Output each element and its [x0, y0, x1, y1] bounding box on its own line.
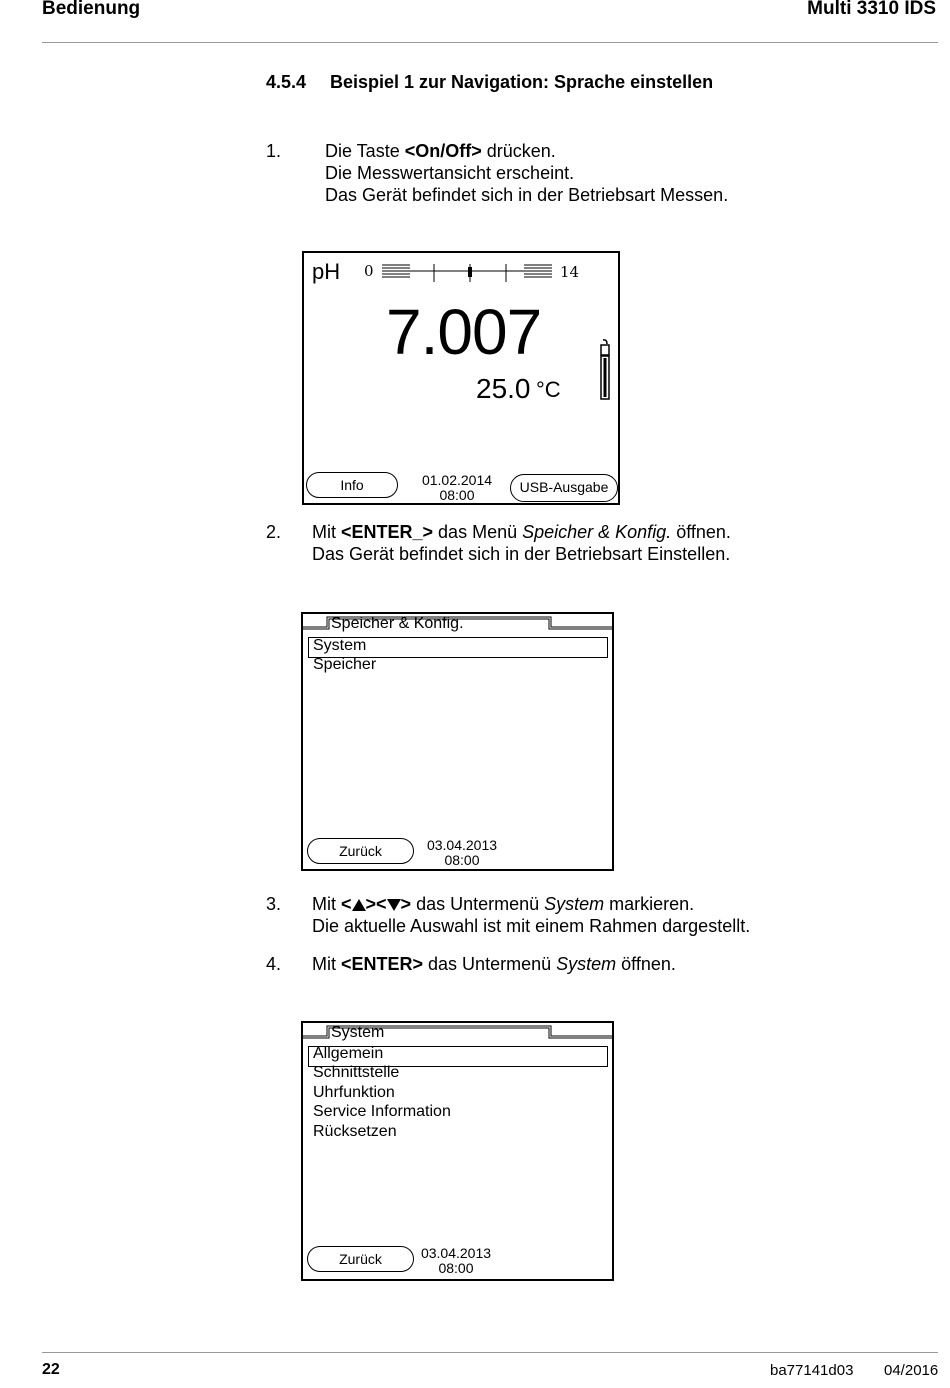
system-menu-screen [301, 1021, 614, 1281]
back-button[interactable]: Zurück [307, 1246, 414, 1272]
back-button[interactable]: Zurück [307, 838, 414, 864]
step-2-text: Mit <ENTER_> das Menü Speicher & Konfig. öffnen. Das Gerät befindet sich in der Betriebsart Einstellen. [312, 522, 731, 564]
header-left: Bedienung [42, 0, 141, 19]
screen2-date: 03.04.2013 [426, 837, 498, 853]
menu-item-schnittstelle[interactable]: Schnittstelle [313, 1064, 400, 1081]
screen1-time: 08:00 [439, 487, 475, 503]
step-1-text: Die Taste <On/Off> drücken. Die Messwertansicht erscheint. Das Gerät befindet sich in der Betriebsart Messen. [325, 141, 729, 205]
menu-title: System [331, 1024, 385, 1041]
step-3-number: 3. [266, 894, 282, 914]
step-1-number: 1. [266, 141, 282, 161]
menu-item-ruecksetzen[interactable]: Rücksetzen [313, 1123, 397, 1140]
scale-min: 0 [364, 262, 374, 280]
ph-value: 7.007 [386, 296, 542, 368]
step-2-number: 2. [266, 522, 282, 542]
param-label: pH [312, 259, 341, 284]
scale-max: 14 [560, 263, 580, 281]
temperature-value: 25.0 [476, 373, 531, 404]
arrow-up-icon [352, 899, 366, 911]
key-enter-long: <ENTER_> [341, 522, 434, 542]
step-3-text: Mit < >< > das Untermenü System markieren. Die aktuelle Auswahl ist mit einem Rahmen dargestellt. [312, 894, 751, 936]
config-menu-screen [301, 612, 614, 871]
page-number: 22 [42, 1361, 60, 1378]
arrow-down-icon [387, 899, 401, 911]
screen3-date: 03.04.2013 [420, 1245, 492, 1261]
temperature-unit: °C [536, 377, 561, 402]
step-4-text: Mit <ENTER> das Untermenü System öffnen. [312, 954, 676, 974]
measurement-screen [302, 251, 620, 505]
sensor-icon [598, 339, 612, 401]
menu-item-service-information[interactable]: Service Information [313, 1103, 451, 1120]
menu-item-system[interactable]: System [313, 637, 367, 654]
screen3-time: 08:00 [438, 1260, 474, 1276]
key-arrows: < >< > [341, 894, 412, 914]
screen1-date: 01.02.2014 [421, 472, 493, 488]
key-enter: <ENTER> [341, 954, 424, 974]
menu-item-uhrfunktion[interactable]: Uhrfunktion [313, 1084, 395, 1101]
section-title: Beispiel 1 zur Navigation: Sprache einstellen [330, 72, 714, 92]
menu-item-allgemein[interactable]: Allgemein [313, 1045, 384, 1062]
header-rule [42, 42, 938, 43]
screen2-time: 08:00 [444, 852, 480, 868]
step-4-number: 4. [266, 954, 282, 974]
menu-item-speicher[interactable]: Speicher [313, 656, 377, 673]
document-id: ba77141d03 [770, 1362, 854, 1379]
menu-title: Speicher & Konfig. [331, 615, 464, 632]
header-right: Multi 3310 IDS [807, 0, 936, 19]
document-date: 04/2016 [884, 1362, 939, 1379]
footer-rule [42, 1352, 938, 1353]
usb-output-button[interactable]: USB-Ausgabe [510, 474, 618, 502]
key-on-off: <On/Off> [404, 141, 482, 161]
info-button[interactable]: Info [306, 472, 398, 498]
section-number: 4.5.4 [266, 72, 307, 92]
ph-bargraph [382, 261, 554, 283]
